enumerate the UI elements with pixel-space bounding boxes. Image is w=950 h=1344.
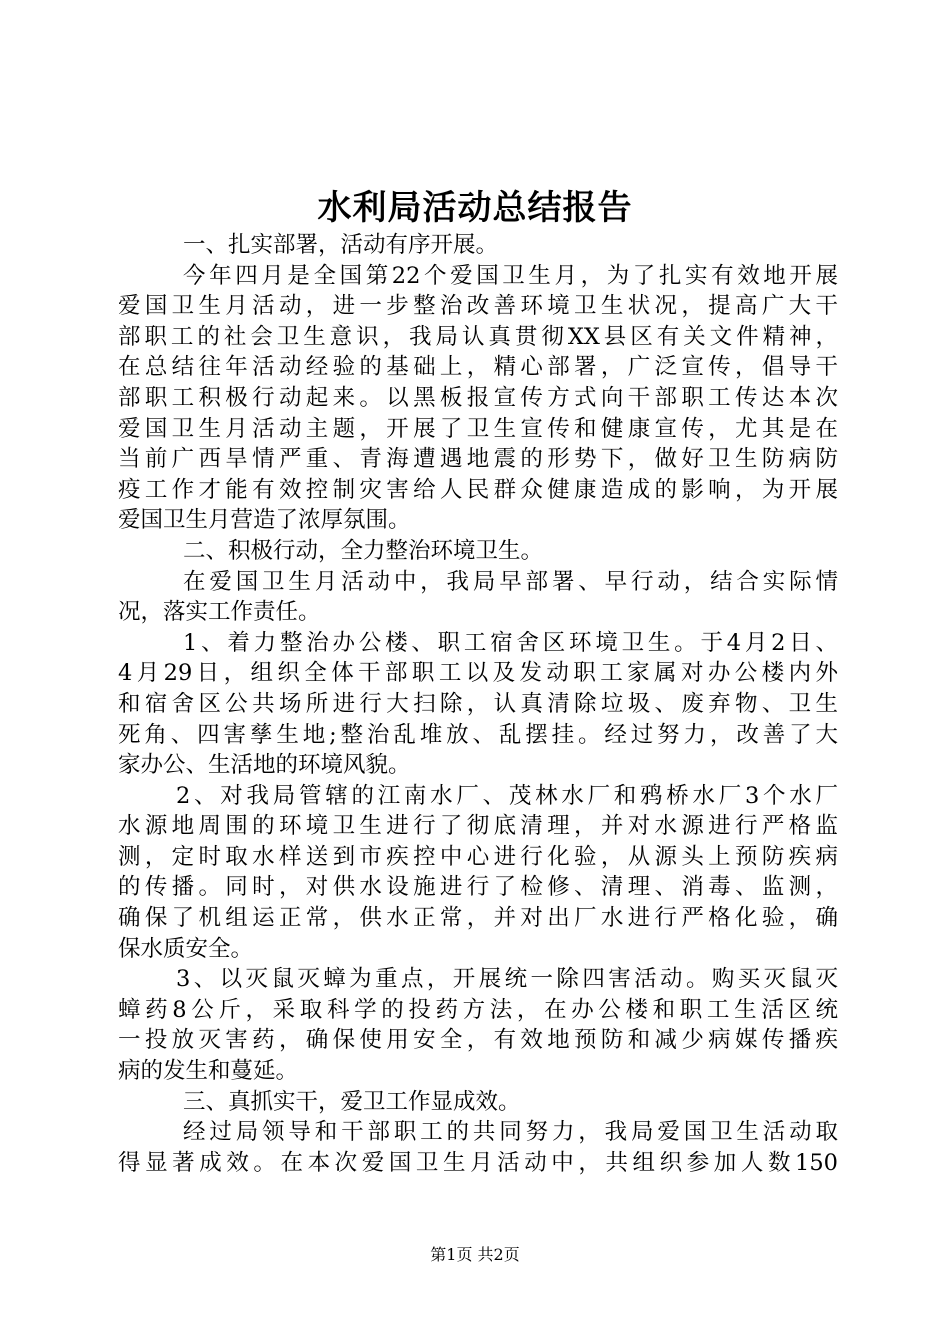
body-text-line: 4月29日，组织全体干部职工以及发动职工家属对办公楼内外 bbox=[118, 660, 838, 687]
body-text-line: 部职工积极行动起来。以黑板报宣传方式向干部职工传达本次 bbox=[118, 384, 838, 411]
body-text-line: 的传播。同时，对供水设施进行了检修、清理、消毒、监测， bbox=[118, 874, 838, 901]
body-text-line: 部职工的社会卫生意识，我局认真贯彻XX县区有关文件精神， bbox=[118, 323, 838, 350]
body-text-line: 爱国卫生月活动，进一步整治改善环境卫生状况，提高广大干 bbox=[118, 293, 838, 320]
body-text-line: 疫工作才能有效控制灾害给人民群众健康造成的影响，为开展 bbox=[118, 476, 838, 503]
body-text-line: 一、扎实部署，活动有序开展。 bbox=[183, 232, 499, 258]
body-text-line: 水源地周围的环境卫生进行了彻底清理，并对水源进行严格监 bbox=[118, 813, 838, 840]
body-text-line: 和宿舍区公共场所进行大扫除，认真清除垃圾、废弃物、卫生 bbox=[118, 690, 838, 717]
body-text-line: 一投放灭害药，确保使用安全，有效地预防和减少病媒传播疾 bbox=[118, 1027, 838, 1054]
body-text-line: 爱国卫生月营造了浓厚氛围。 bbox=[118, 507, 411, 534]
body-text-line: 况，落实工作责任。 bbox=[118, 599, 321, 626]
body-text-line: 测，定时取水样送到市疾控中心进行化验，从源头上预防疾病 bbox=[118, 843, 838, 870]
body-text-line: 得显著成效。在本次爱国卫生月活动中，共组织参加人数150 bbox=[118, 1149, 838, 1176]
body-text-line: 今年四月是全国第22个爱国卫生月，为了扎实有效地开展 bbox=[183, 262, 838, 289]
body-text-line: 2、对我局管辖的江南水厂、茂林水厂和鸦桥水厂3个水厂 bbox=[176, 782, 838, 809]
body-text-line: 二、积极行动，全力整治环境卫生。 bbox=[183, 537, 544, 564]
page-footer: 第1页 共2页 bbox=[430, 1245, 520, 1264]
body-text-line: 死角、四害孳生地;整治乱堆放、乱摆挂。经过努力，改善了大 bbox=[118, 721, 838, 748]
body-text-line: 在总结往年活动经验的基础上，精心部署，广泛宣传，倡导干 bbox=[118, 354, 838, 381]
body-text-line: 确保了机组运正常，供水正常，并对出厂水进行严格化验，确 bbox=[118, 905, 838, 932]
body-text-line: 蟑药8公斤，采取科学的投药方法，在办公楼和职工生活区统 bbox=[118, 996, 838, 1023]
body-text-line: 经过局领导和干部职工的共同努力，我局爱国卫生活动取 bbox=[183, 1119, 838, 1146]
body-text-line: 家办公、生活地的环境风貌。 bbox=[118, 752, 411, 779]
body-text-line: 3、以灭鼠灭蟑为重点，开展统一除四害活动。购买灭鼠灭 bbox=[176, 966, 838, 993]
body-text-line: 爱国卫生月活动主题，开展了卫生宣传和健康宣传，尤其是在 bbox=[118, 415, 838, 442]
body-text-line: 当前广西旱情严重、青海遭遇地震的形势下，做好卫生防病防 bbox=[118, 446, 838, 473]
body-text-line: 保水质安全。 bbox=[118, 935, 254, 962]
body-text-line: 1、着力整治办公楼、职工宿舍区环境卫生。于4月2日、 bbox=[183, 629, 838, 656]
body-text-line: 三、真抓实干，爱卫工作显成效。 bbox=[183, 1088, 521, 1115]
document-body bbox=[118, 230, 838, 1178]
body-text-line: 在爱国卫生月活动中，我局早部署、早行动，结合实际情 bbox=[183, 568, 838, 595]
body-text-line: 病的发生和蔓延。 bbox=[118, 1058, 299, 1085]
document-title: 水利局活动总结报告 bbox=[317, 188, 633, 228]
